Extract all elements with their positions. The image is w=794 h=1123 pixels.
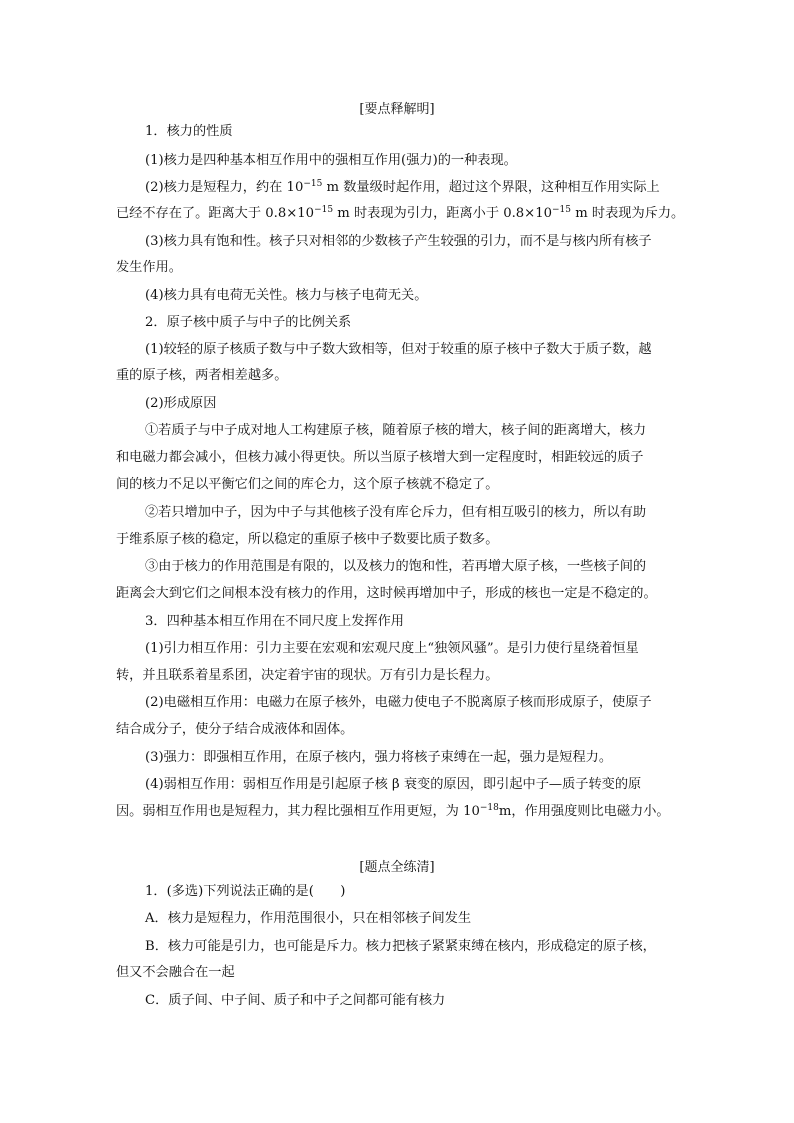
- item-3-paragraph-1-line-2: 转，并且联系着星系团，决定着宇宙的现状。万有引力是长程力。: [116, 668, 499, 683]
- exponent: −15: [314, 205, 334, 215]
- item-2-case-1-line-3: 间的核力不足以平衡它们之间的库仑力，这个原子核就不稳定了。: [116, 477, 499, 492]
- item-3-paragraph-2-line-2: 结合成分子，使分子结合成液体和固体。: [116, 722, 354, 737]
- item-2-paragraph-1-line-2: 重的原子核，两者相差越多。: [116, 368, 288, 383]
- item-2-paragraph-1-line-1: (1)较轻的原子核质子数与中子数大致相等，但对于较重的原子核中子数大于质子数，越: [145, 342, 652, 357]
- section-heading-key-points: [要点释解明]: [359, 102, 435, 117]
- question-1-option-c: C．质子间、中子间、质子和中子之间都可能有核力: [145, 993, 446, 1008]
- exponent: −15: [303, 179, 323, 189]
- section-heading-exercises: [题点全练清]: [359, 860, 435, 875]
- question-1-stem: 1．(多选)下列说法正确的是( ): [145, 884, 346, 899]
- question-1-option-b-line-2: 但又不会融合在一起: [116, 965, 235, 980]
- item-2-case-1-line-2: 和电磁力都会减小，但核力减小得更快。所以当原子核增大到一定程度时，相距较远的质子: [116, 450, 644, 465]
- item-3-paragraph-4-line-1: (4)弱相互作用：弱相互作用是引起原子核 β 衰变的原因，即引起中子—质子转变的原: [145, 777, 642, 792]
- item-3-paragraph-4-line-2: 因。弱相互作用也是短程力，其力程比强相互作用更短，为 $10^{-18}m$，作用强度则比电磁力小。: [116, 803, 670, 819]
- exponent: −18: [479, 803, 499, 813]
- item-2-paragraph-2: (2)形成原因: [145, 396, 217, 411]
- item-3-paragraph-2-line-1: (2)电磁相互作用：电磁力在原子核外，电磁力使电子不脱离原子核而形成原子，使原子: [145, 695, 652, 710]
- item-1-paragraph-2-line-2: 已经不存在了。距离大于 $0.8\times 10^{-15}$ m 时表现为引力，距离小于 $0.8\times 10^{-15}$ m 时表现为斥力。: [116, 205, 685, 221]
- item-2-title: 2．原子核中质子与中子的比例关系: [145, 315, 352, 330]
- item-2-case-1-line-1: ①若质子与中子成对地人工构建原子核，随着原子核的增大，核子间的距离增大，核力: [145, 423, 647, 438]
- item-1-title: 1．核力的性质: [145, 124, 233, 139]
- item-2-case-3-line-2: 距离会大到它们之间根本没有核力的作用，这时候再增加中子，形成的核也一定是不稳定的。: [116, 586, 657, 601]
- item-1-paragraph-2-line-1: (2)核力是短程力，约在 $10^{-15}$ m 数量级时起作用，超过这个界限，这种相互作用实际上: [145, 179, 660, 195]
- item-1-paragraph-4: (4)核力具有电荷无关性。核力与核子电荷无关。: [145, 288, 428, 303]
- item-2-case-2-line-2: 于维系原子核的稳定，所以稳定的重原子核中子数要比质子数多。: [116, 532, 499, 547]
- item-3-title: 3．四种基本相互作用在不同尺度上发挥作用: [145, 614, 404, 629]
- item-1-paragraph-1: (1)核力是四种基本相互作用中的强相互作用(强力)的一种表现。: [145, 153, 517, 168]
- item-2-case-2-line-1: ②若只增加中子，因为中子与其他核子没有库仑斥力，但有相互吸引的核力，所以有助: [145, 505, 647, 520]
- item-1-paragraph-3-line-2: 发生作用。: [116, 260, 182, 275]
- question-1-option-a: A．核力是短程力，作用范围很小，只在相邻核子间发生: [145, 911, 472, 926]
- item-3-paragraph-1-line-1: (1)引力相互作用：引力主要在宏观和宏观尺度上“独领风骚”。是引力使行星绕着恒星: [145, 641, 639, 656]
- question-1-option-b-line-1: B．核力可能是引力，也可能是斥力。核力把核子紧紧束缚在核内，形成稳定的原子核，: [145, 939, 656, 954]
- item-1-paragraph-3-line-1: (3)核力具有饱和性。核子只对相邻的少数核子产生较强的引力，而不是与核内所有核子: [145, 234, 652, 249]
- item-2-case-3-line-1: ③由于核力的作用范围是有限的，以及核力的饱和性，若再增大原子核，一些核子间的: [145, 559, 647, 574]
- exponent: −15: [552, 205, 572, 215]
- item-3-paragraph-3: (3)强力：即强相互作用，在原子核内，强力将核子束缚在一起，强力是短程力。: [145, 750, 613, 765]
